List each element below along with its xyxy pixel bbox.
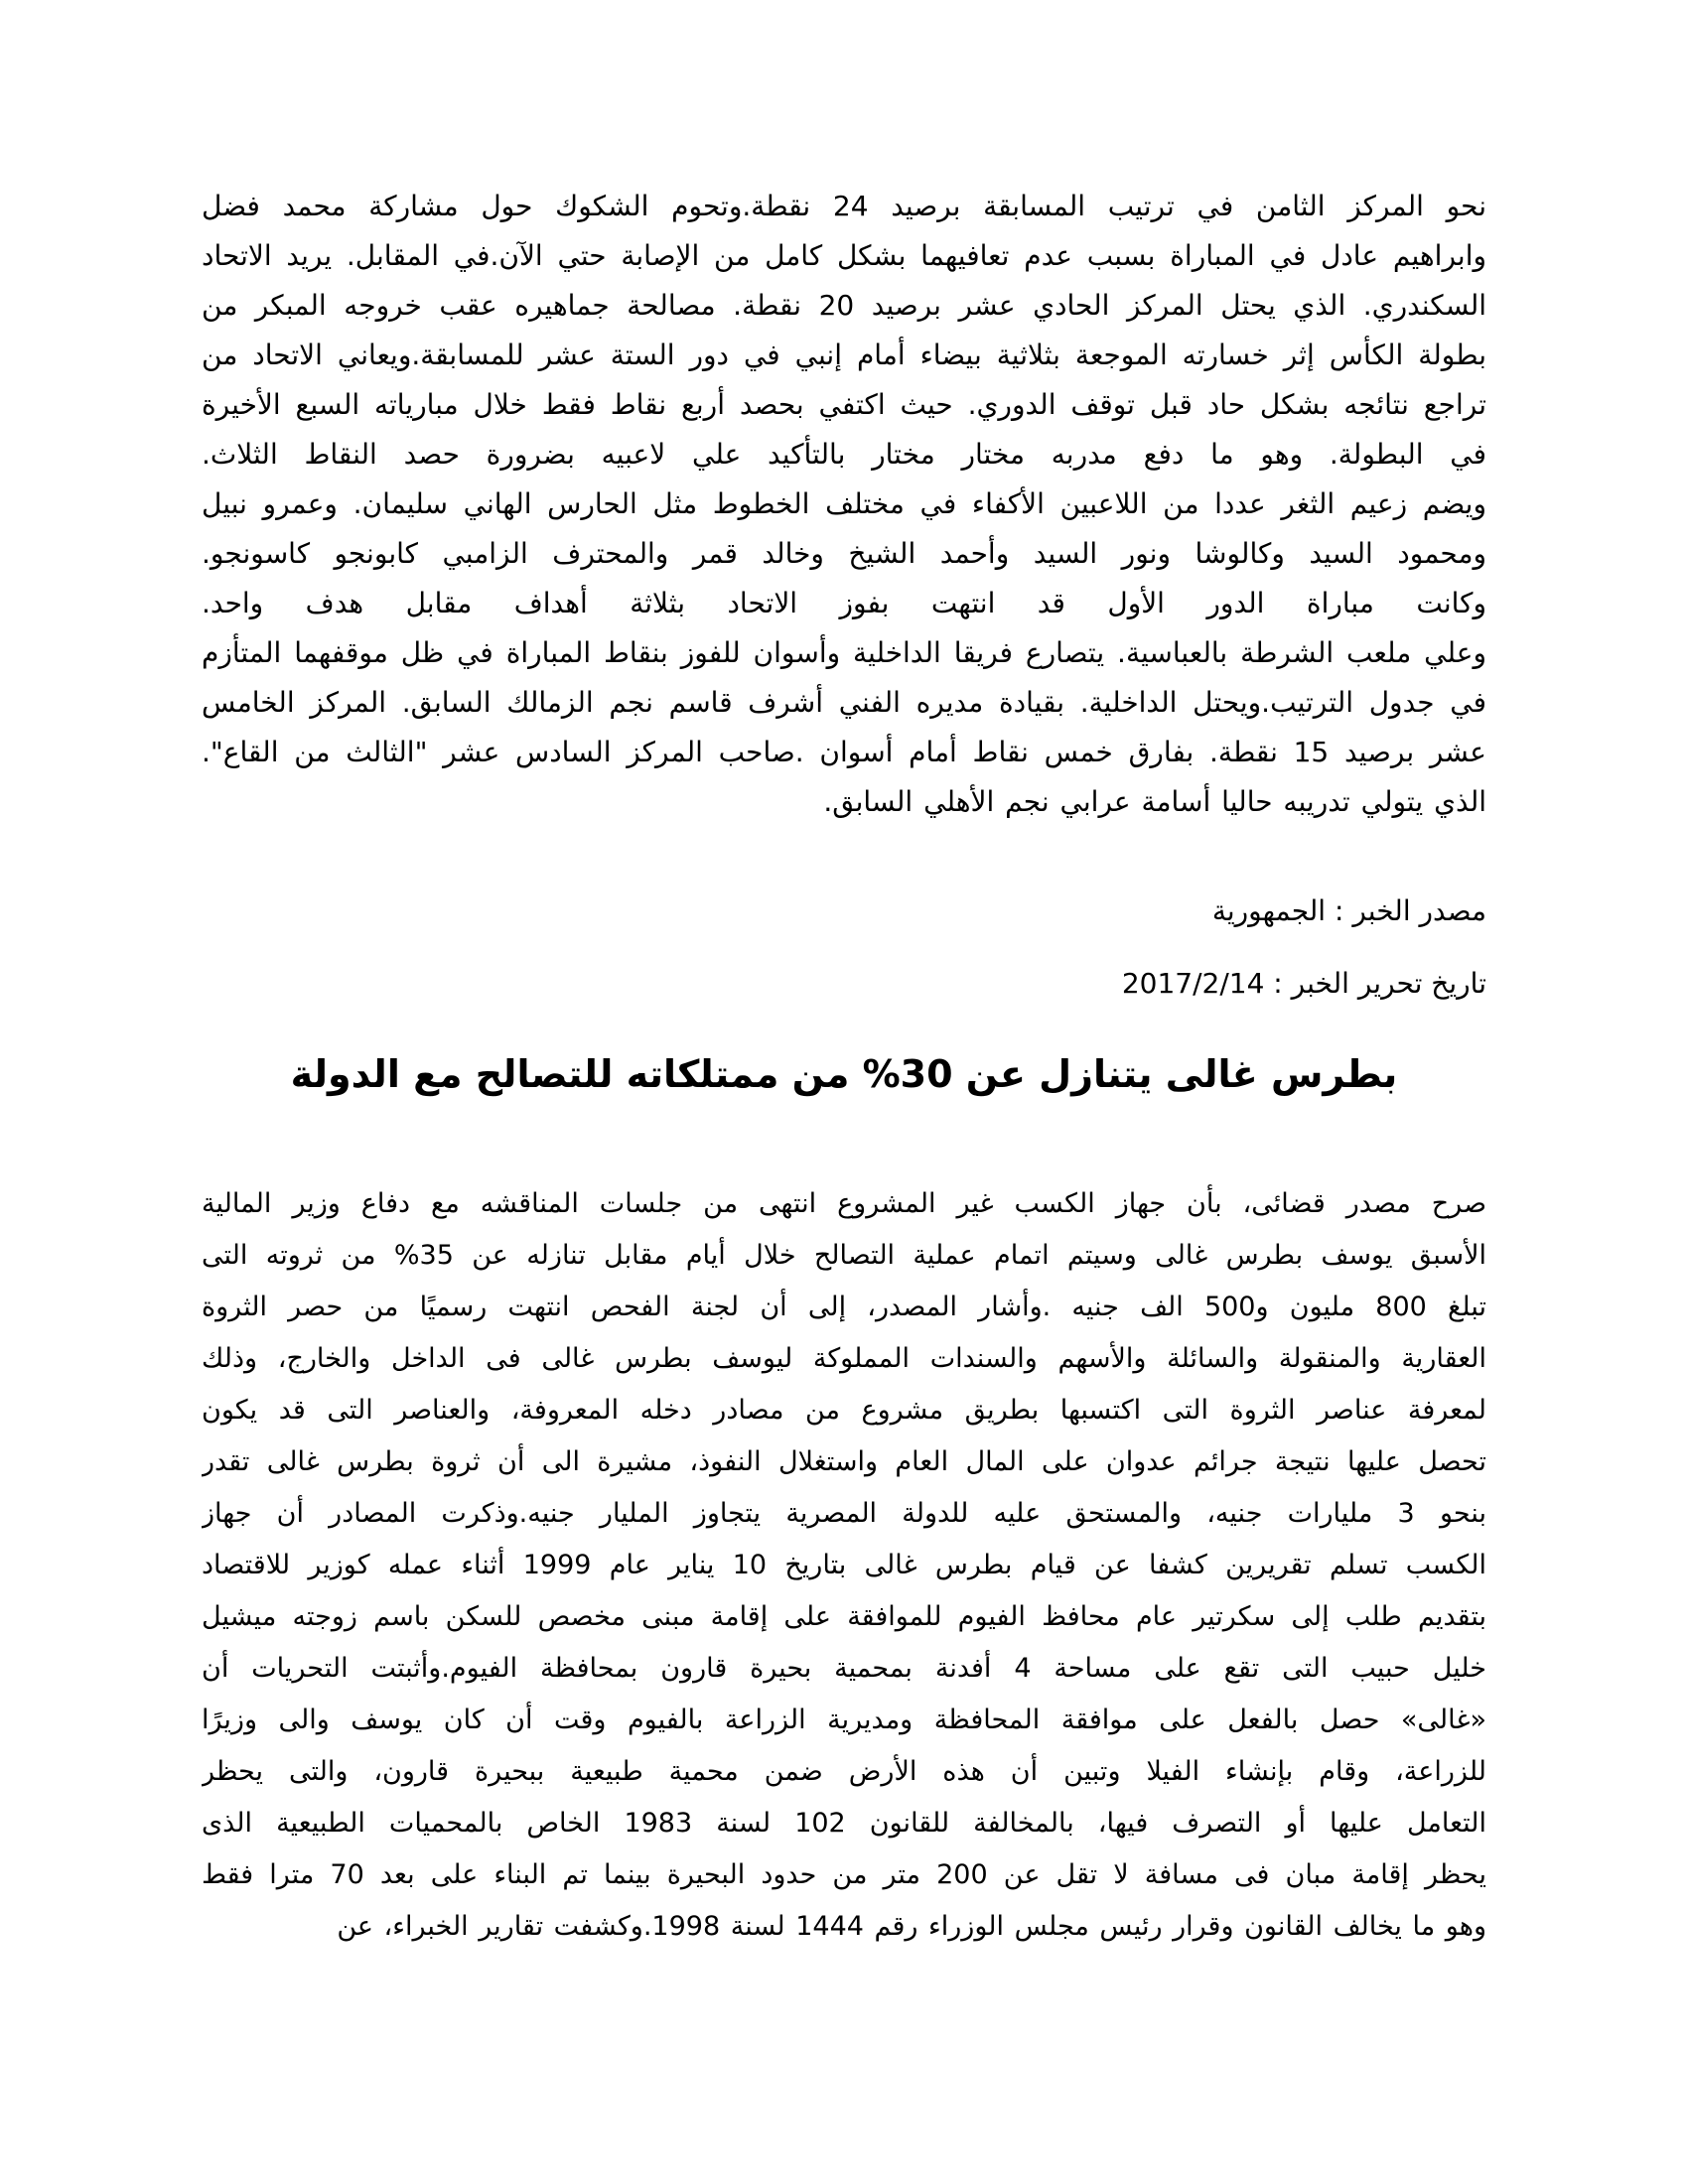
paragraph-line: بنحو 3 مليارات جنيه، والمستحق عليه للدولة المصرية يتجاوز المليار جنيه.وذكرت المصادر أن جهاز bbox=[202, 1498, 1486, 1529]
paragraph-line: تراجع نتائجه بشكل حاد قبل توقف الدوري. حيث اكتفي بحصد أربع نقاط فقط خلال مبارياته السبع الأخيرة bbox=[202, 388, 1486, 421]
paragraph-line: يحظر إقامة مبان فى مسافة لا تقل عن 200 متر من حدود البحيرة بينما تم البناء على بعد 70 مترا فقط bbox=[202, 1859, 1486, 1890]
article-headline: بطرس غالى يتنازل عن 30% من ممتلكاته للتصالح مع الدولة bbox=[290, 1052, 1398, 1096]
paragraph-line: بتقديم طلب إلى سكرتير عام محافظ الفيوم للموافقة على إقامة مبنى مخصص للسكن باسم زوجته ميشيل bbox=[202, 1601, 1486, 1632]
paragraph-line: ويضم زعيم الثغر عددا من اللاعبين الأكفاء في مختلف الخطوط مثل الحارس الهاني سليمان. وعمرو نبيل bbox=[202, 487, 1486, 520]
article-continuation bbox=[202, 182, 1486, 827]
paragraph-line: «غالى» حصل بالفعل على موافقة المحافظة ومديرية الزراعة بالفيوم وقت أن كان يوسف والى وزيرًا bbox=[202, 1705, 1486, 1735]
paragraph-line: في البطولة. وهو ما دفع مدربه مختار مختار بالتأكيد علي لاعبيه بضرورة حصد النقاط الثلاث. bbox=[202, 438, 1486, 471]
paragraph-line: العقارية والمنقولة والسائلة والأسهم والسندات المملوكة ليوسف بطرس غالى فى الداخل والخارج، وذلك bbox=[202, 1343, 1486, 1374]
paragraph-line: في جدول الترتيب.ويحتل الداخلية. بقيادة مديره الفني أشرف قاسم نجم الزمالك السابق. المركز الخامس bbox=[202, 686, 1486, 719]
paragraph-line: تحصل عليها نتيجة جرائم عدوان على المال العام واستغلال النفوذ، مشيرة الى أن ثروة بطرس غالى تقدر bbox=[202, 1446, 1486, 1477]
paragraph-line: لمعرفة عناصر الثروة التى اكتسبها بطريق مشروع من مصادر دخله المعروفة، والعناصر التى قد يكون bbox=[202, 1395, 1486, 1426]
paragraph-line: السكندري. الذي يحتل المركز الحادي عشر برصيد 20 نقطة. مصالحة جماهيره عقب خروجه المبكر من bbox=[202, 289, 1486, 322]
paragraph-line: صرح مصدر قضائى، بأن جهاز الكسب غير المشروع انتهى من جلسات المناقشه مع دفاع وزير المالية bbox=[202, 1188, 1486, 1219]
paragraph-line: وابراهيم عادل في المباراة بسبب عدم تعافيهما بشكل كامل من الإصابة حتي الآن.في المقابل. يريد الاتحاد bbox=[202, 239, 1486, 272]
paragraph-line: التعامل عليها أو التصرف فيها، بالمخالفة للقانون 102 لسنة 1983 الخاص بالمحميات الطبيعية الذى bbox=[202, 1808, 1486, 1839]
paragraph-line: وعلي ملعب الشرطة بالعباسية. يتصارع فريقا الداخلية وأسوان للفوز بنقاط المباراة في ظل موقفهما المتأزم bbox=[202, 636, 1486, 669]
paragraph-line: ومحمود السيد وكالوشا ونور السيد وأحمد الشيخ وخالد قمر والمحترف الزامبي كابونجو كاسونجو. bbox=[202, 537, 1486, 570]
paragraph-line: عشر برصيد 15 نقطة. بفارق خمس نقاط أمام أسوان .صاحب المركز السادس عشر "الثالث من القاع". bbox=[202, 736, 1486, 768]
paragraph-line: وكانت مباراة الدور الأول قد انتهت بفوز الاتحاد بثلاثة أهداف مقابل هدف واحد. bbox=[202, 587, 1486, 619]
paragraph-line: بطولة الكأس إثر خسارته الموجعة بثلاثية بيضاء أمام إنبي في دور الستة عشر للمسابقة.ويعاني الاتحاد من bbox=[202, 339, 1486, 371]
news-date: تاريخ تحرير الخبر : 2017/2/14 bbox=[1121, 967, 1486, 1000]
paragraph-line: خليل حبيب التى تقع على مساحة 4 أفدنة بمحمية بحيرة قارون بمحافظة الفيوم.وأثبتت التحريات أن bbox=[202, 1653, 1486, 1684]
paragraph-line: وهو ما يخالف القانون وقرار رئيس مجلس الوزراء رقم 1444 لسنة 1998.وكشفت تقارير الخبراء، عن bbox=[337, 1911, 1486, 1942]
paragraph-line: الكسب تسلم تقريرين كشفا عن قيام بطرس غالى بتاريخ 10 يناير عام 1999 أثناء عمله كوزير للاقتصاد bbox=[202, 1550, 1486, 1580]
paragraph-line: الذي يتولي تدريبه حاليا أسامة عرابي نجم الأهلي السابق. bbox=[823, 785, 1486, 818]
paragraph-line: تبلغ 800 مليون و500 الف جنيه .وأشار المصدر، إلى أن لجنة الفحص انتهت رسميًا من حصر الثروة bbox=[202, 1292, 1486, 1322]
article-body bbox=[202, 1178, 1486, 1953]
paragraph-line: الأسبق يوسف بطرس غالى وسيتم اتمام عملية التصالح خلال أيام مقابل تنازله عن 35% من ثروته التى bbox=[202, 1240, 1486, 1271]
paragraph-line: نحو المركز الثامن في ترتيب المسابقة برصيد 24 نقطة.وتحوم الشكوك حول مشاركة محمد فضل bbox=[202, 190, 1486, 222]
paragraph-line: للزراعة، وقام بإنشاء الفيلا وتبين أن هذه الأرض ضمن محمية طبيعية ببحيرة قارون، والتى يحظر bbox=[202, 1756, 1486, 1787]
news-source: مصدر الخبر : الجمهورية bbox=[1211, 894, 1486, 927]
